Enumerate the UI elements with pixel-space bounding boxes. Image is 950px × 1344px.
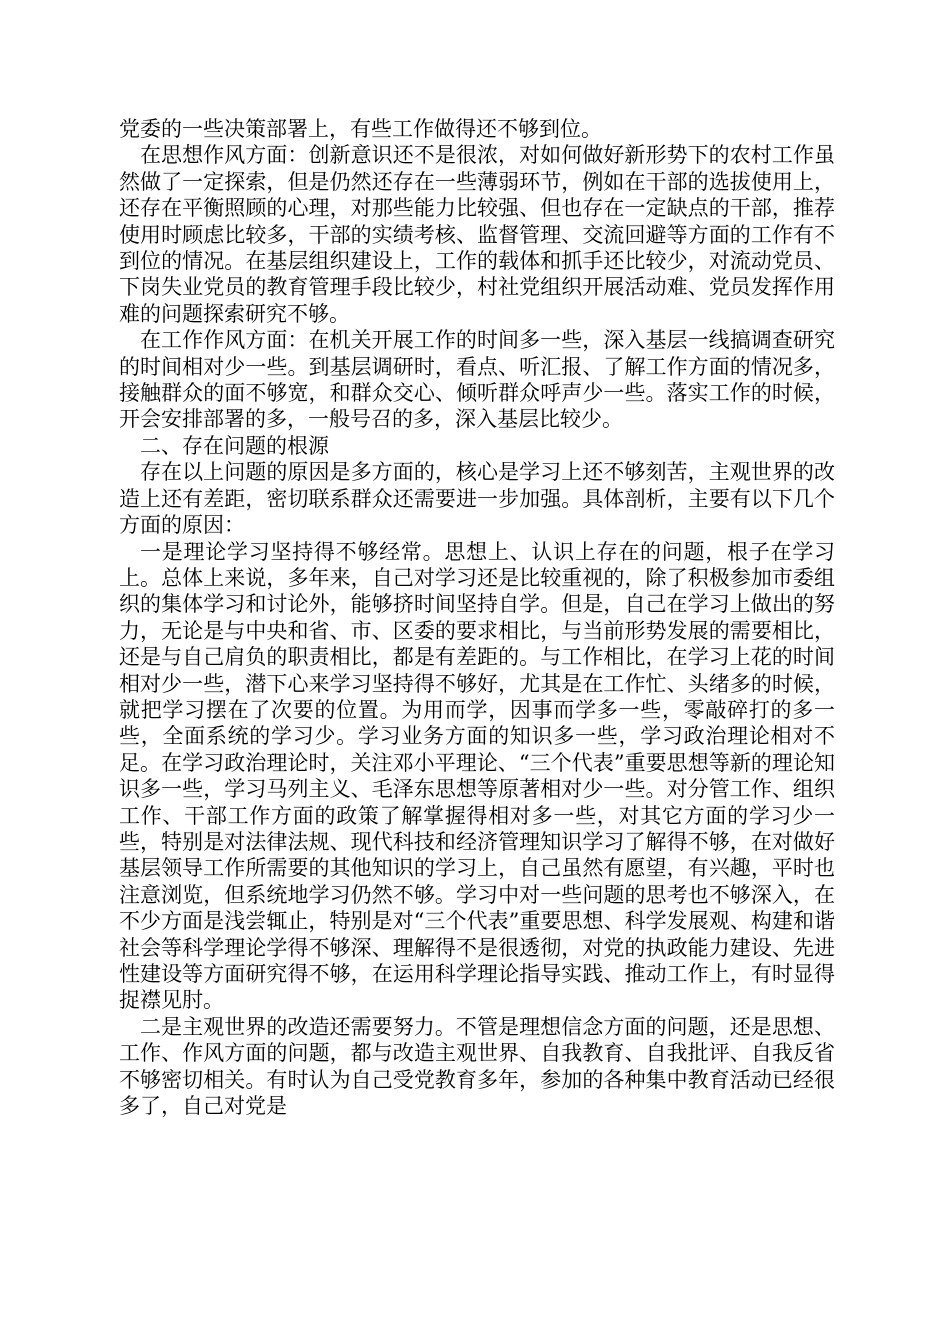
paragraph-work-style: 在工作作风方面：在机关开展工作的时间多一些，深入基层一线搞调查研究的时间相对少一些。到基层调研时，看点、听汇报、了解工作方面的情况多，接触群众的面不够宽，和群众交心、倾听群众呼声少一些。落实工作的时候，开会安排部署的多，一般号召的多，深入基层比较少。: [119, 328, 835, 432]
section-heading-root-causes: 二、存在问题的根源: [140, 433, 329, 458]
paragraph-causes-intro: 存在以上问题的原因是多方面的，核心是学习上还不够刻苦，主观世界的改造上还有差距，密切联系群众还需要进一步加强。具体剖析，主要有以下几个方面的原因：: [119, 460, 835, 538]
document-page: [119, 116, 835, 1119]
paragraph-continuation: 党委的一些决策部署上，有些工作做得还不够到位。: [119, 117, 602, 141]
paragraph-subjective-world: 二是主观世界的改造还需要努力。不管是理想信念方面的问题，还是思想、工作、作风方面的问题，都与改造主观世界、自我教育、自我批评、自我反省不够密切相关。有时认为自己受党教育多年，参加的各种集中教育活动已经很多了，自己对党是: [119, 1014, 835, 1119]
paragraph-ideological-style: 在思想作风方面：创新意识还不是很浓，对如何做好新形势下的农村工作虽然做了一定探索，但是仍然还存在一些薄弱环节，例如在干部的选拔使用上，还存在平衡照顾的心理，对那些能力比较强、但也存在一定缺点的干部，推荐使用时顾虑比较多，干部的实绩考核、监督管理、交流回避等方面的工作有不到位的情况。在基层组织建设上，工作的载体和抓手还比较少，对流动党员、下岗失业党员的教育管理手段比较少，村社党组织开展活动难、党员发挥作用难的问题探索研究不够。: [119, 143, 835, 326]
paragraph-theory-study: 一是理论学习坚持得不够经常。思想上、认识上存在的问题，根子在学习上。总体上来说，多年来，自己对学习还是比较重视的，除了积极参加市委组织的集体学习和讨论外，能够挤时间坚持自学。但是，自己在学习上做出的努力，无论是与中央和省、市、区委的要求相比，与当前形势发展的需要相比，还是与自己肩负的职责相比，都是有差距的。与工作相比，在学习上花的时间相对少一些，潜下心来学习坚持得不够好，尤其是在工作忙、头绪多的时候，就把学习摆在了次要的位置。为用而学，因事而学多一些，零敲碎打的多一些，全面系统的学习少。学习业务方面的知识多一些，学习政治理论相对不足。在学习政治理论时，关注邓小平理论、“三个代表”重要思想等新的理论知识多一些，学习马列主义、毛泽东思想等原著相对少一些。对分管工作、组织工作、干部工作方面的政策了解掌握得相对多一些，对其它方面的学习少一些，特别是对法律法规、现代科技和经济管理知识学习了解得不够，在对做好基层领导工作所需要的其他知识的学习上，自己虽然有愿望，有兴趣，平时也注意浏览，但系统地学习仍然不够。学习中对一些问题的思考也不够深入，在不少方面是浅尝辄止，特别是对“三个代表”重要思想、科学发展观、构建和谐社会等科学理论学得不够深、理解得不是很透彻，对党的执政能力建设、先进性建设等方面研究得不够，在运用科学理论指导实践、推动工作上，有时显得捉襟见肘。: [119, 539, 835, 1013]
